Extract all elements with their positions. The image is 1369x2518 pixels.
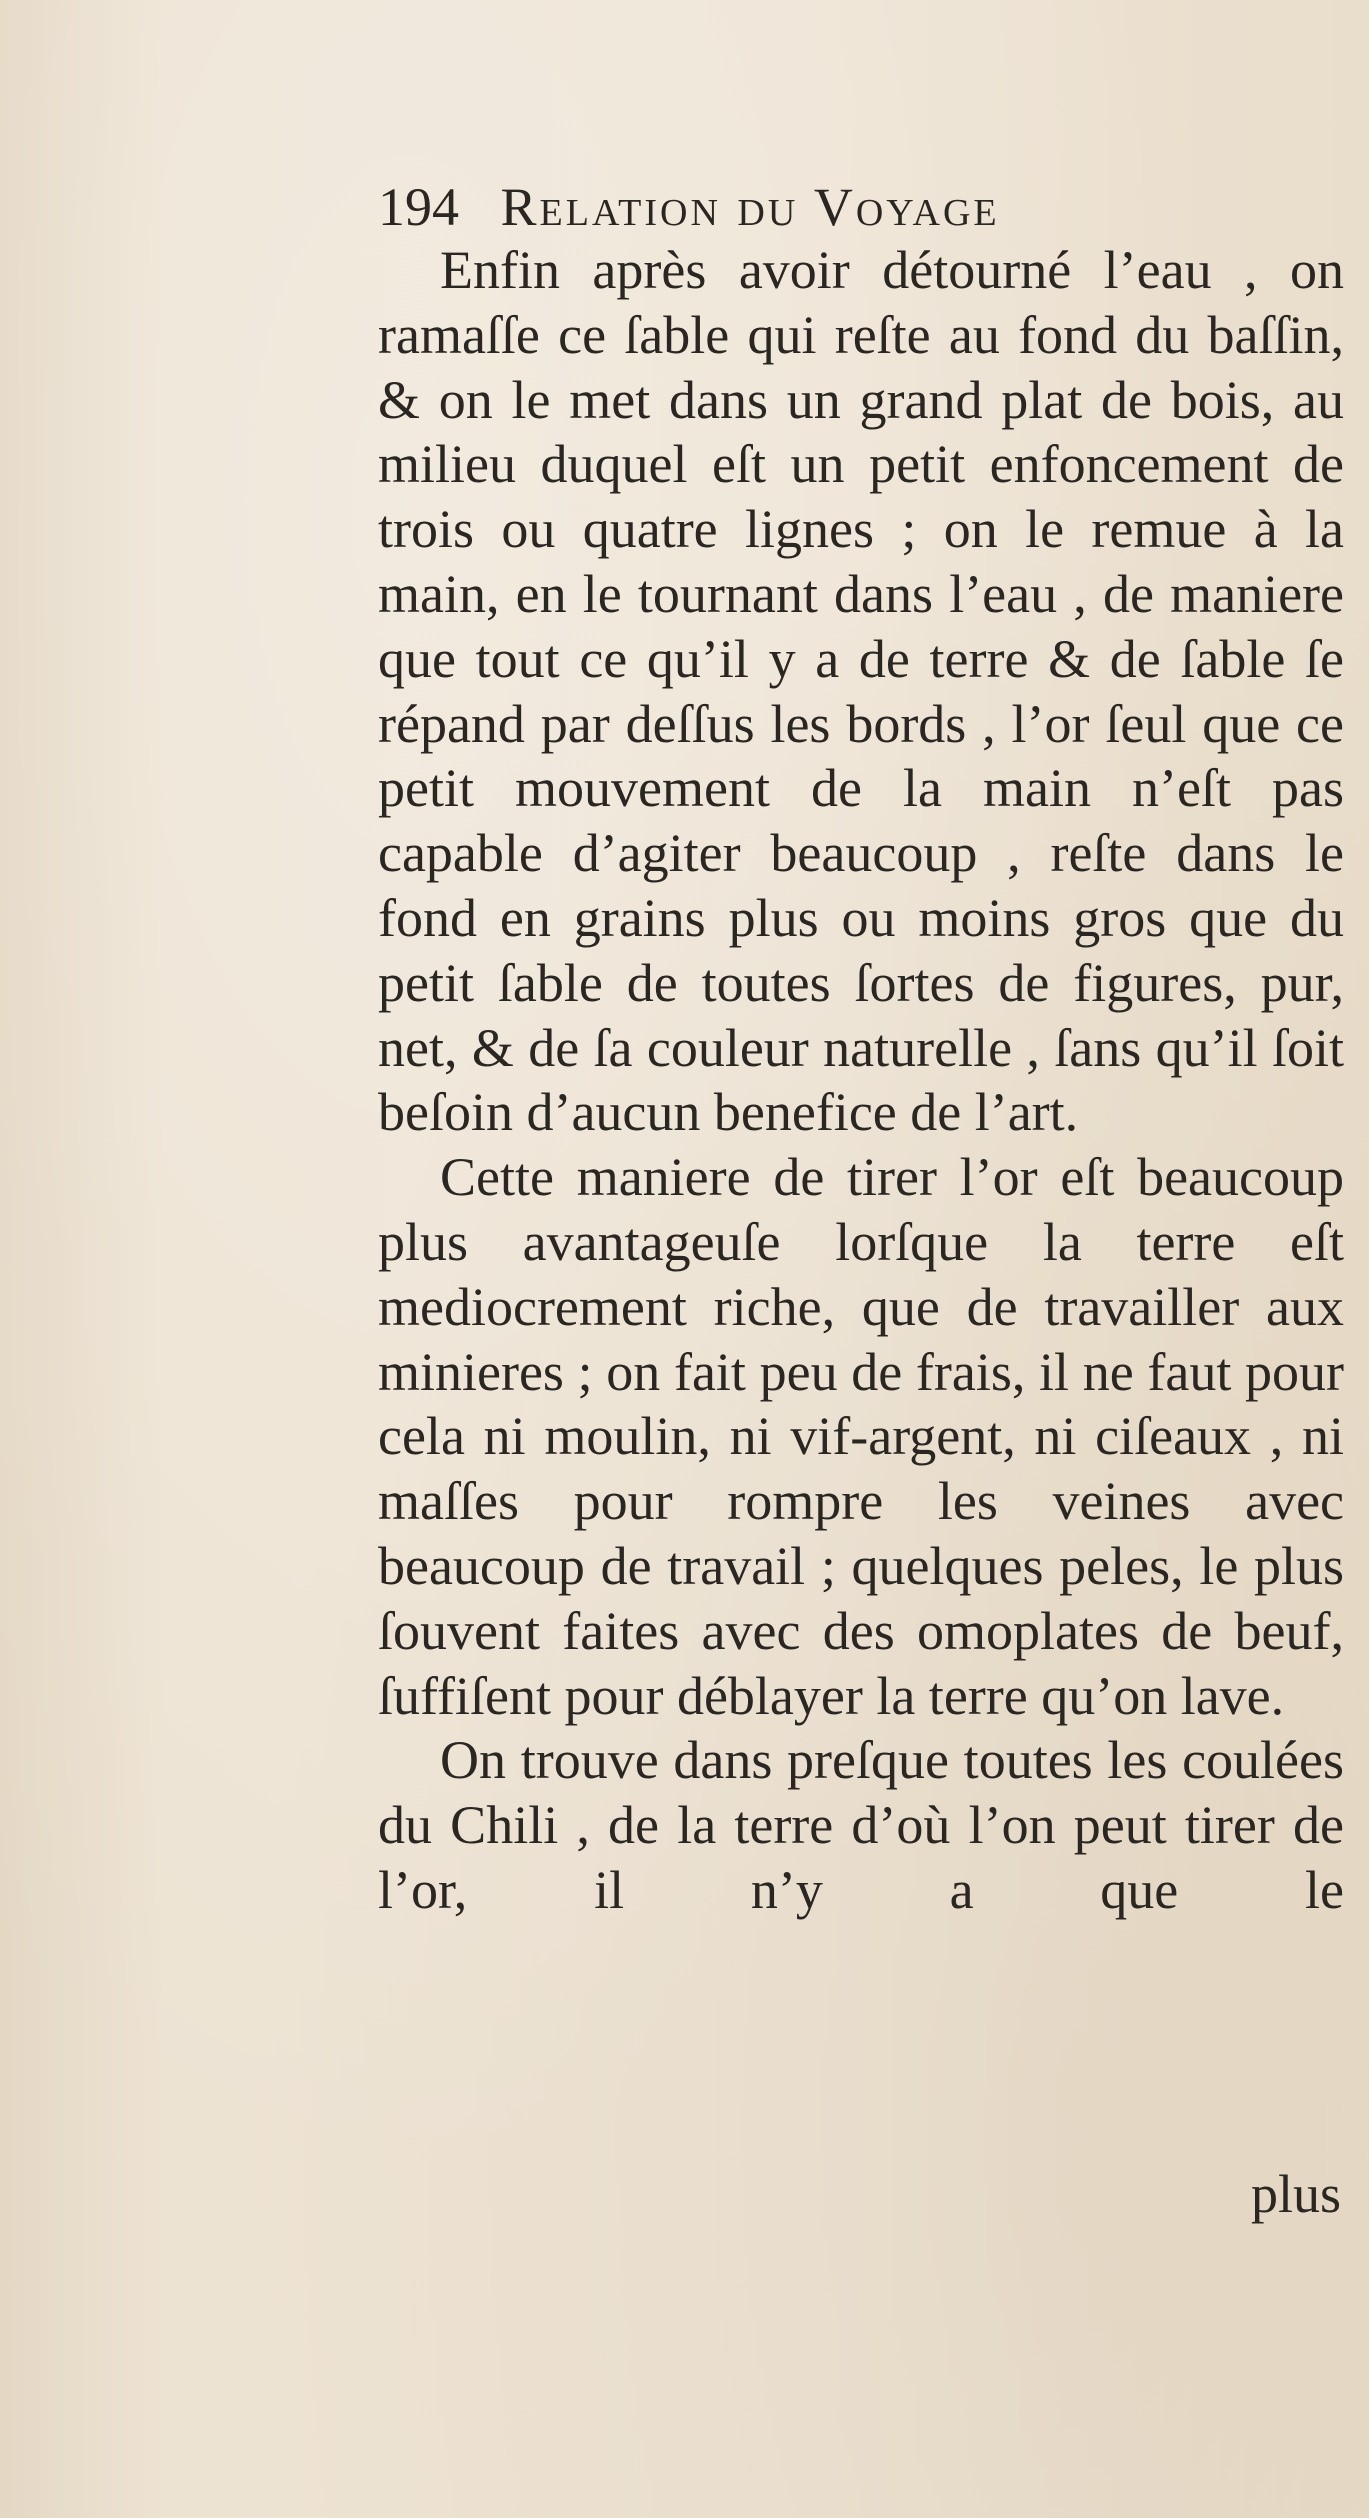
- running-title: Relation du Voyage: [500, 177, 1000, 237]
- page-number: 194: [378, 177, 459, 237]
- body-text: [378, 238, 1344, 1923]
- paragraph-chili: On trouve dans preſque toutes les coulées du Chili , de la terre d’où l’on peut tirer de l’or, il n’y a que le: [378, 1730, 1344, 1920]
- paragraph-advantages: Cette maniere de tirer l’or eſt beaucoup plus avantageuſe lorſque la terre eſt mediocrement riche, que de travailler aux minieres ; on fait peu de frais, il ne faut pour cela ni moulin, ni vif-argent, ni ciſeaux , ni maſſes pour rompre les veines avec beaucoup de travail ; quelques peles, le plus ſouvent faites avec des omoplates de beuf, ſuffiſent pour déblayer la terre qu’on lave.: [378, 1147, 1344, 1726]
- paragraph-gold-washing: Enfin après avoir détourné l’eau , on ramaſſe ce ſable qui reſte au fond du baſſin, & on le met dans un grand plat de bois, au milieu duquel eſt un petit enfoncement de trois ou quatre lignes ; on le remue à la main, en le tournant dans l’eau , de maniere que tout ce qu’il y a de terre & de ſable ſe répand par deſſus les bords , l’or ſeul que ce petit mouvement de la main n’eſt pas capable d’agiter beaucoup , reſte dans le fond en grains plus ou moins gros que du petit ſable de toutes ſortes de figures, pur, net, & de ſa couleur naturelle , ſans qu’il ſoit beſoin d’aucun benefice de l’art.: [378, 240, 1344, 1143]
- catchword: plus: [1250, 2164, 1341, 2224]
- page-header: [378, 172, 1338, 242]
